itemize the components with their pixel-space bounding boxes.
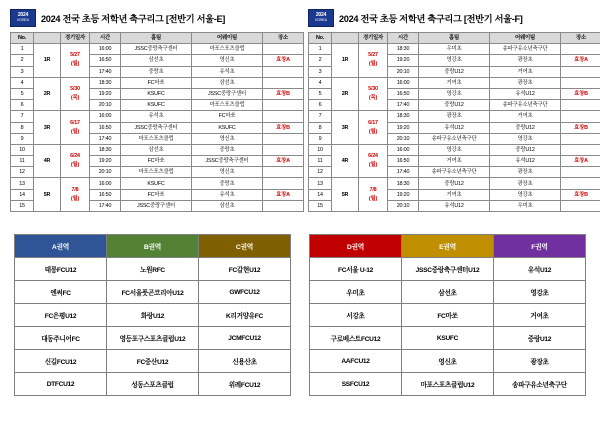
cell-away-team: 거여초 (490, 111, 561, 122)
group-header-row-left (15, 235, 291, 258)
cell-home-team: 송파구유소년축구단 (419, 167, 490, 178)
cell-time: 16:00 (90, 111, 121, 122)
cell-home-team: 삼선초 (121, 144, 192, 155)
cell-venue (263, 178, 304, 189)
group-team-cell: FC은평U12 (15, 304, 107, 327)
cell-venue (561, 77, 600, 88)
cell-venue (263, 144, 304, 155)
cell-no: 2 (11, 55, 34, 66)
group-table-right (309, 234, 586, 396)
cell-time: 20:10 (388, 66, 419, 77)
cell-no: 3 (309, 66, 332, 77)
cell-home-team: JSSC중랑구센터 (121, 200, 192, 211)
group-row (310, 350, 586, 373)
cell-home-team: 유석초 (121, 111, 192, 122)
column-header-time: 시간 (90, 33, 121, 44)
cell-home-team: 우미초 (419, 44, 490, 55)
cell-no: 14 (309, 189, 332, 200)
group-body-right (310, 258, 586, 396)
group-header-3: C권역 (199, 235, 291, 258)
cell-venue (263, 100, 304, 111)
group-team-cell: 엔써FC (15, 281, 107, 304)
cell-round: 4R (34, 144, 61, 178)
cell-home-team: JSSC중랑축구센터 (121, 44, 192, 55)
cell-venue (561, 44, 600, 55)
group-team-cell: FC서울풋곤코리아U12 (107, 281, 199, 304)
cell-home-team: KSUFC (121, 178, 192, 189)
cell-venue (263, 111, 304, 122)
cell-venue (561, 200, 600, 211)
cell-venue (263, 44, 304, 55)
cell-no: 6 (11, 100, 34, 111)
group-team-cell: FC갈현U12 (199, 258, 291, 281)
cell-date: 6/17 (월) (61, 111, 90, 145)
cell-no: 1 (11, 44, 34, 55)
column-header-venue: 장소 (263, 33, 304, 44)
cell-time: 18:30 (388, 111, 419, 122)
group-row (15, 304, 291, 327)
cell-home-team: 유석U12 (419, 122, 490, 133)
group-team-cell: 마포스포츠클럽U12 (402, 373, 494, 396)
cell-home-team: 삼선초 (121, 55, 192, 66)
cell-date: 5/27 (월) (61, 44, 90, 78)
cell-away-team: 삼선초 (192, 77, 263, 88)
table-row (11, 44, 304, 55)
cell-home-team: KSUFC (121, 88, 192, 99)
cell-home-team: JSSC중랑축구센터 (121, 122, 192, 133)
column-header-date: 경기일자 (359, 33, 388, 44)
cell-round: 3R (34, 111, 61, 145)
cell-time: 16:50 (90, 122, 121, 133)
cell-away-team: 중랑U12 (490, 122, 561, 133)
cell-no: 3 (11, 66, 34, 77)
cell-away-team: 마포스포츠클럽 (192, 100, 263, 111)
group-row (310, 258, 586, 281)
cell-venue (561, 178, 600, 189)
column-header-no: No. (11, 33, 34, 44)
cell-no: 4 (11, 77, 34, 88)
cell-no: 9 (309, 133, 332, 144)
cell-round: 4R (332, 144, 359, 178)
table-row (309, 144, 600, 155)
cell-time: 16:00 (90, 178, 121, 189)
group-header-2: B권역 (107, 235, 199, 258)
group-team-cell: 대동주니어FC (15, 327, 107, 350)
cell-time: 16:50 (388, 156, 419, 167)
cell-venue: 효창B (263, 122, 304, 133)
table-row (309, 77, 600, 88)
cell-time: 17:40 (388, 167, 419, 178)
group-team-cell: KSUFC (402, 327, 494, 350)
cell-no: 11 (11, 156, 34, 167)
cell-home-team: 거여초 (419, 77, 490, 88)
cell-away-team: 유석초 (192, 189, 263, 200)
cell-time: 20:10 (388, 200, 419, 211)
cell-no: 5 (11, 88, 34, 99)
group-header-1: D권역 (310, 235, 402, 258)
cell-date: 6/17 (월) (359, 111, 388, 145)
cell-no: 10 (11, 144, 34, 155)
cell-away-team: 중랑U12 (490, 144, 561, 155)
cell-round: 2R (34, 77, 61, 111)
group-team-cell: 송파구유소년축구단 (494, 373, 586, 396)
cell-venue (561, 133, 600, 144)
cell-no: 9 (11, 133, 34, 144)
cell-venue (561, 144, 600, 155)
group-team-cell: SSFCU12 (310, 373, 402, 396)
cell-time: 19:20 (388, 189, 419, 200)
column-header-away: 어웨이팀 (192, 33, 263, 44)
cell-away-team: 광장초 (490, 178, 561, 189)
cell-date: 7/8 (월) (359, 178, 388, 212)
column-header-round (332, 33, 359, 44)
cell-away-team: 거여초 (490, 66, 561, 77)
table-row (309, 44, 600, 55)
cell-home-team: 거여초 (419, 156, 490, 167)
league-logo-icon: 2024 KOREA (10, 9, 36, 27)
cell-no: 7 (11, 111, 34, 122)
cell-no: 12 (309, 167, 332, 178)
schedule-body-right (309, 44, 600, 212)
table-row (309, 178, 600, 189)
cell-home-team: 마포스포츠클럽 (121, 167, 192, 178)
group-team-cell: 중랑U12 (494, 327, 586, 350)
cell-time: 17:40 (90, 66, 121, 77)
cell-no: 8 (11, 122, 34, 133)
group-team-cell: FC마쏘 (402, 304, 494, 327)
cell-time: 17:40 (90, 133, 121, 144)
cell-away-team: JSSC중랑축구센터 (192, 156, 263, 167)
cell-time: 19:20 (388, 122, 419, 133)
group-team-cell: 거여초 (494, 304, 586, 327)
cell-time: 20:10 (90, 100, 121, 111)
cell-round: 2R (332, 77, 359, 111)
cell-away-team: 우미초 (490, 200, 561, 211)
cell-away-team: 마포스포츠클럽 (192, 44, 263, 55)
cell-away-team: 유석U12 (490, 156, 561, 167)
group-team-cell: JCMFCU12 (199, 327, 291, 350)
cell-venue: 효창A (263, 55, 304, 66)
cell-home-team: FC마쏘 (121, 156, 192, 167)
cell-home-team: 중랑초 (121, 66, 192, 77)
panel-title-left: 2024 전국 초등 저학년 축구리그 [전반기 서울-E] (41, 14, 226, 24)
cell-no: 15 (309, 200, 332, 211)
cell-no: 2 (309, 55, 332, 66)
group-header-row-right (310, 235, 586, 258)
schedule-table-left (10, 32, 304, 212)
cell-away-team: 중랑초 (192, 144, 263, 155)
cell-no: 10 (309, 144, 332, 155)
cell-no: 14 (11, 189, 34, 200)
group-row (310, 281, 586, 304)
cell-no: 4 (309, 77, 332, 88)
group-team-cell: 위례FCU12 (199, 373, 291, 396)
cell-home-team: FC마쏘 (121, 77, 192, 88)
group-team-cell: FC서울 U-12 (310, 258, 402, 281)
cell-no: 12 (11, 167, 34, 178)
group-team-cell: FC중산U12 (107, 350, 199, 373)
group-table-left (14, 234, 291, 396)
cell-home-team: 영강초 (419, 144, 490, 155)
panel-header-left (10, 8, 298, 28)
cell-home-team: FC마쏘 (121, 189, 192, 200)
cell-time: 19:20 (388, 55, 419, 66)
cell-away-team: 송파구유소년축구단 (490, 44, 561, 55)
group-team-cell: 구로베스트FCU12 (310, 327, 402, 350)
cell-time: 18:30 (90, 77, 121, 88)
column-header-round (34, 33, 61, 44)
column-header-home: 홈팀 (121, 33, 192, 44)
cell-venue: 효창A (561, 55, 600, 66)
cell-no: 7 (309, 111, 332, 122)
group-team-cell: JSSC중랑축구센터U12 (402, 258, 494, 281)
cell-venue: 효창A (263, 189, 304, 200)
cell-time: 20:10 (90, 167, 121, 178)
cell-round: 1R (332, 44, 359, 78)
schedule-panels (10, 8, 590, 212)
cell-date: 7/8 (월) (61, 178, 90, 212)
cell-home-team: 영강초 (419, 88, 490, 99)
cell-time: 17:40 (388, 100, 419, 111)
cell-away-team: 영강초 (490, 133, 561, 144)
column-header-time: 시간 (388, 33, 419, 44)
group-header-1: A권역 (15, 235, 107, 258)
group-team-cell: 영등포구스포츠클럽U12 (107, 327, 199, 350)
cell-home-team: 거여초 (419, 189, 490, 200)
column-header-venue: 장소 (561, 33, 600, 44)
column-header-date: 경기일자 (61, 33, 90, 44)
group-header-3: F권역 (494, 235, 586, 258)
group-team-cell: 화랑U12 (107, 304, 199, 327)
cell-no: 15 (11, 200, 34, 211)
group-team-cell: 영신초 (402, 350, 494, 373)
cell-home-team: 마포스포츠클럽 (121, 133, 192, 144)
group-body-left (15, 258, 291, 396)
cell-away-team: 광장초 (490, 167, 561, 178)
cell-time: 19:20 (90, 156, 121, 167)
group-row (15, 281, 291, 304)
group-team-cell: 영강초 (494, 281, 586, 304)
group-team-cell: 유석U12 (494, 258, 586, 281)
cell-venue: 효창A (561, 156, 600, 167)
cell-away-team: 광장초 (490, 55, 561, 66)
cell-venue: 효창B (263, 88, 304, 99)
cell-time: 18:30 (90, 144, 121, 155)
cell-home-team: 중랑U12 (419, 66, 490, 77)
cell-venue: 효창B (561, 122, 600, 133)
column-header-no: No. (309, 33, 332, 44)
cell-time: 16:00 (388, 144, 419, 155)
cell-time: 20:10 (388, 133, 419, 144)
cell-venue (263, 66, 304, 77)
cell-home-team: 중랑U12 (419, 100, 490, 111)
table-header-row (11, 33, 304, 44)
cell-venue (561, 66, 600, 77)
cell-time: 16:50 (90, 55, 121, 66)
cell-away-team: 삼선초 (192, 200, 263, 211)
cell-date: 6/24 (월) (61, 144, 90, 178)
cell-venue (263, 200, 304, 211)
cell-away-team: 유석초 (192, 66, 263, 77)
cell-time: 18:30 (388, 178, 419, 189)
group-row (310, 327, 586, 350)
cell-venue: 효창B (561, 88, 600, 99)
cell-away-team: 영강초 (490, 189, 561, 200)
cell-no: 13 (309, 178, 332, 189)
cell-away-team: 영신초 (192, 167, 263, 178)
group-team-cell: 광장초 (494, 350, 586, 373)
cell-away-team: 광장초 (490, 77, 561, 88)
cell-home-team: 광장초 (419, 111, 490, 122)
cell-venue (561, 167, 600, 178)
group-team-cell: 신용산초 (199, 350, 291, 373)
schedule-panel-seoul-f (308, 8, 596, 212)
group-row (15, 258, 291, 281)
group-team-cell: 성동스포츠클럽 (107, 373, 199, 396)
cell-home-team: 중랑U12 (419, 178, 490, 189)
schedule-body-left (11, 44, 304, 212)
cell-time: 16:00 (90, 44, 121, 55)
schedule-table-right (308, 32, 600, 212)
group-team-cell: GWFCU12 (199, 281, 291, 304)
cell-no: 6 (309, 100, 332, 111)
cell-venue (263, 77, 304, 88)
group-team-cell: 태릉FCU12 (15, 258, 107, 281)
cell-home-team: 송파구유소년축구단 (419, 133, 490, 144)
group-tables (10, 234, 590, 396)
column-header-away: 어웨이팀 (490, 33, 561, 44)
table-row (309, 111, 600, 122)
panel-title-right: 2024 전국 초등 저학년 축구리그 [전반기 서울-F] (339, 14, 523, 24)
cell-time: 16:00 (388, 77, 419, 88)
cell-venue (561, 111, 600, 122)
cell-round: 5R (34, 178, 61, 212)
cell-no: 8 (309, 122, 332, 133)
cell-time: 18:30 (388, 44, 419, 55)
cell-venue: 효창A (263, 156, 304, 167)
group-row (15, 327, 291, 350)
group-team-cell: K리거양유FC (199, 304, 291, 327)
cell-no: 5 (309, 88, 332, 99)
column-header-home: 홈팀 (419, 33, 490, 44)
table-row (11, 178, 304, 189)
group-row (15, 350, 291, 373)
cell-date: 5/27 (월) (359, 44, 388, 78)
table-row (11, 111, 304, 122)
cell-venue: 효창B (561, 189, 600, 200)
cell-round: 5R (332, 178, 359, 212)
cell-away-team: 중랑초 (192, 178, 263, 189)
group-team-cell: 노원RFC (107, 258, 199, 281)
cell-date: 6/24 (월) (359, 144, 388, 178)
league-logo-icon: 2024 KOREA (308, 9, 334, 27)
cell-home-team: KSUFC (121, 100, 192, 111)
cell-date: 5/30 (목) (359, 77, 388, 111)
cell-away-team: 송파구유소년축구단 (490, 100, 561, 111)
group-team-cell: 서강초 (310, 304, 402, 327)
cell-away-team: 영신초 (192, 55, 263, 66)
cell-no: 11 (309, 156, 332, 167)
group-team-cell: 삼선초 (402, 281, 494, 304)
cell-time: 17:40 (90, 200, 121, 211)
table-row (11, 144, 304, 155)
group-team-cell: 우미초 (310, 281, 402, 304)
cell-home-team: 영강초 (419, 55, 490, 66)
cell-no: 13 (11, 178, 34, 189)
table-header-row (309, 33, 600, 44)
cell-away-team: 유석U12 (490, 88, 561, 99)
cell-time: 16:50 (90, 189, 121, 200)
cell-round: 1R (34, 44, 61, 78)
cell-no: 1 (309, 44, 332, 55)
cell-away-team: FC마쏘 (192, 111, 263, 122)
cell-venue (263, 167, 304, 178)
group-team-cell: 신길FCU12 (15, 350, 107, 373)
cell-time: 19:20 (90, 88, 121, 99)
table-row (11, 77, 304, 88)
group-row (310, 304, 586, 327)
panel-header-right (308, 8, 596, 28)
cell-venue (263, 133, 304, 144)
cell-time: 16:50 (388, 88, 419, 99)
cell-home-team: 유석U12 (419, 200, 490, 211)
group-header-2: E권역 (402, 235, 494, 258)
cell-away-team: 영신초 (192, 133, 263, 144)
cell-away-team: JSSC중랑구센터 (192, 88, 263, 99)
schedule-panel-seoul-e (10, 8, 298, 212)
cell-away-team: KSUFC (192, 122, 263, 133)
group-row (15, 373, 291, 396)
group-team-cell: DTFCU12 (15, 373, 107, 396)
group-team-cell: AAFCU12 (310, 350, 402, 373)
cell-venue (561, 100, 600, 111)
cell-date: 5/30 (목) (61, 77, 90, 111)
cell-round: 3R (332, 111, 359, 145)
group-row (310, 373, 586, 396)
